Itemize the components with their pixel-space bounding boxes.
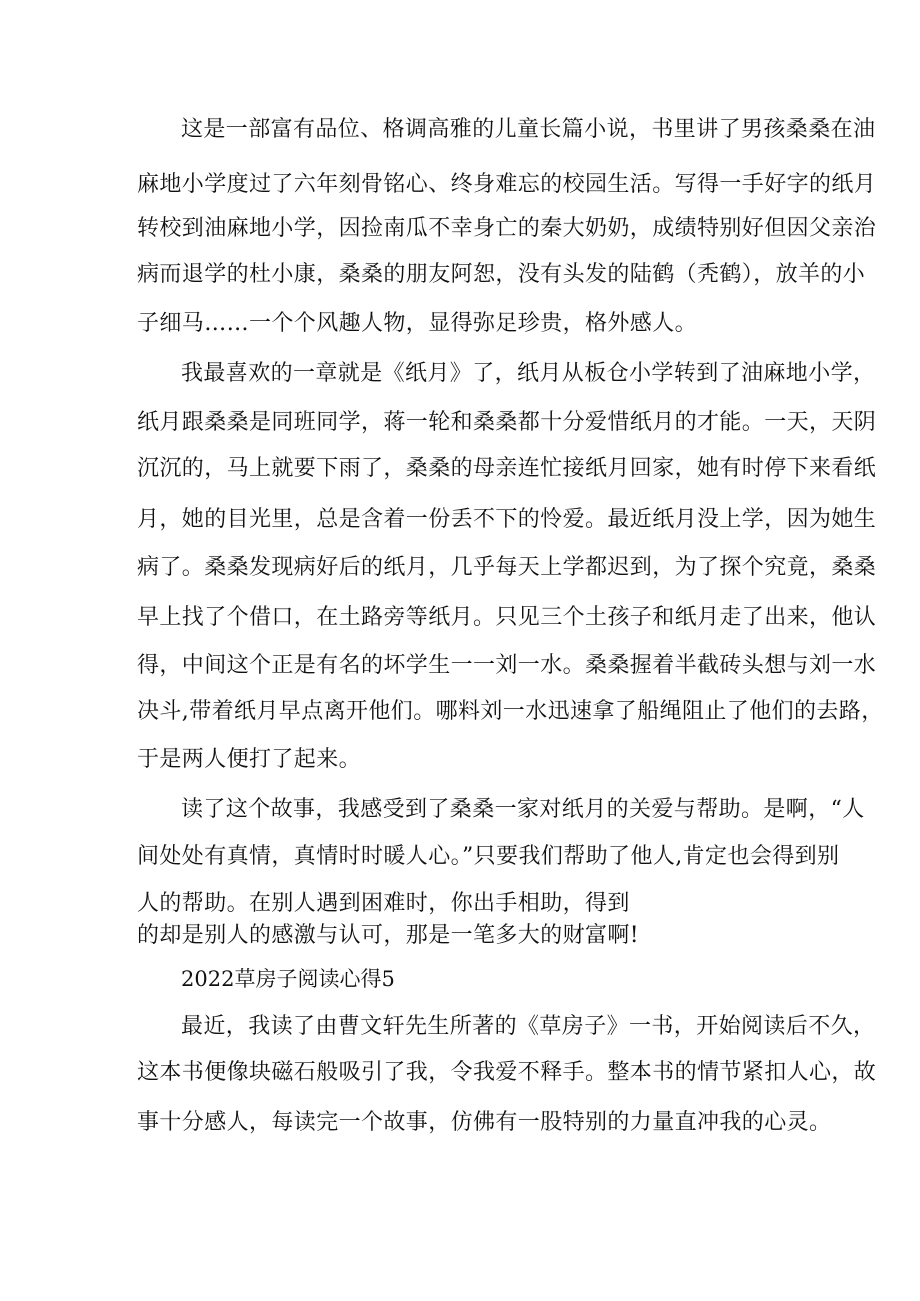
paragraph-2-line-6: 早上找了个借口，在土路旁等纸月。只见三个土孩子和纸月走了出来，他认	[137, 605, 877, 630]
paragraph-1-line-2: 麻地小学度过了六年刻骨铭心、终身难忘的校园生活。写得一手好字的纸月	[137, 172, 877, 197]
section-heading: 2022草房子阅读心得5	[181, 967, 395, 991]
paragraph-4-line-3: 事十分感人，每读完一个故事，仿佛有一股特别的力量直冲我的心灵。	[137, 1110, 832, 1135]
paragraph-2-line-7: 得，中间这个正是有名的坏学生一一刘一水。桑桑握着半截砖头想与刘一水	[137, 653, 877, 678]
paragraph-2-line-2: 纸月跟桑桑是同班同学，蒋一轮和桑桑都十分爱惜纸月的才能。一天，天阴	[137, 410, 877, 435]
paragraph-2-line-3: 沉沉的，马上就要下雨了，桑桑的母亲连忙接纸月回家，她有时停下来看纸	[137, 456, 877, 481]
paragraph-3-line-2: 间处处有真情，真情时时暖人心。”只要我们帮助了他人,肯定也会得到别	[137, 844, 840, 869]
paragraph-2-line-9: 于是两人便打了起来。	[137, 747, 362, 772]
paragraph-1-line-3: 转校到油麻地小学，因捡南瓜不幸身亡的秦大奶奶，成绩特别好但因父亲治	[137, 216, 877, 241]
paragraph-1-line-5: 子细马……一个个风趣人物，显得弥足珍贵，格外感人。	[137, 311, 698, 336]
paragraph-3-line-4: 的却是别人的感激与认可，那是一笔多大的财富啊!	[137, 923, 640, 948]
paragraph-1-line-1: 这是一部富有品位、格调高雅的儿童长篇小说，书里讲了男孩桑桑在油	[181, 117, 876, 142]
paragraph-3-line-1: 读了这个故事，我感受到了桑桑一家对纸月的关爱与帮助。是啊，“人	[181, 797, 865, 822]
paragraph-3-line-3: 人的帮助。在别人遇到困难时，你出手相助，得到	[137, 891, 630, 916]
paragraph-4-line-1: 最近，我读了由曹文轩先生所著的《草房子》一书，开始阅读后不久，	[181, 1014, 876, 1039]
paragraph-2-line-4: 月，她的目光里，总是含着一份丢不下的怜爱。最近纸月没上学，因为她生	[137, 507, 877, 532]
paragraph-2-line-8: 决斗,带着纸月早点离开他们。哪料刘一水迅速拿了船绳阻止了他们的去路，	[137, 699, 884, 724]
paragraph-1-line-4: 病而退学的杜小康，桑桑的朋友阿恕，没有头发的陆鹤（秃鹤），放羊的小	[137, 262, 866, 287]
paragraph-4-line-2: 这本书便像块磁石般吸引了我，令我爱不释手。整本书的情节紧扣人心，故	[137, 1060, 877, 1085]
paragraph-2-line-1: 我最喜欢的一章就是《纸月》了，纸月从板仓小学转到了油麻地小学，	[181, 361, 876, 386]
paragraph-2-line-5: 病了。桑桑发现病好后的纸月，几乎每天上学都迟到，为了探个究竟，桑桑	[137, 555, 877, 580]
